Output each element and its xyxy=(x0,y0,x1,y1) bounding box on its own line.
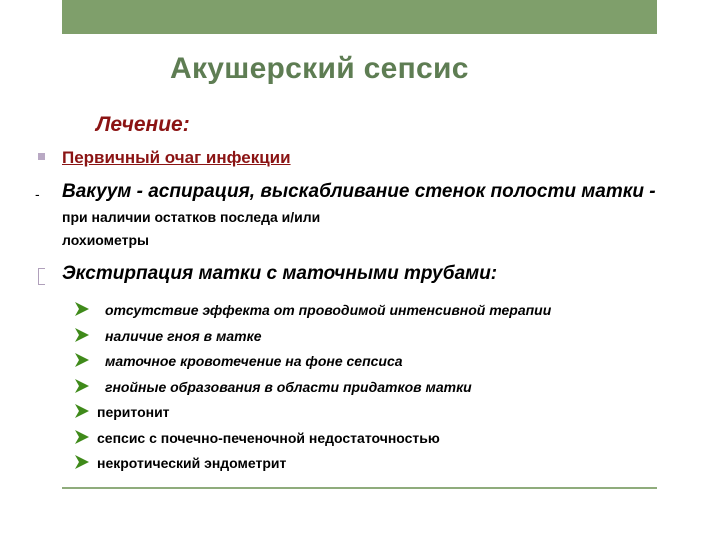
list-item-text: сепсис с почечно-печеночной недостаточностью xyxy=(97,429,440,446)
arrow-bullet-icon xyxy=(75,404,89,418)
list-item-text: перитонит xyxy=(97,404,170,420)
procedure-main-text: Вакуум - аспирация, выскабливание стенок полости матки - xyxy=(62,181,656,202)
list-item-text: отсутствие эффекта от проводимой интенсивной терапии xyxy=(105,302,552,318)
dash-bullet: - xyxy=(35,186,40,202)
top-accent-bar xyxy=(62,0,657,34)
bottom-divider xyxy=(62,487,657,489)
square-bullet-icon xyxy=(38,153,45,160)
list-item-text: гнойные образования в области придатков матки xyxy=(105,378,472,395)
slide-title: Акушерский сепсис xyxy=(170,52,469,85)
procedure-note-text: при наличии остатков последа и/или xyxy=(62,209,321,225)
procedure-paragraph xyxy=(62,180,662,250)
arrow-bullet-icon xyxy=(75,430,89,444)
procedure-note-continuation: лохиометры xyxy=(62,232,149,248)
slide-subtitle: Лечение: xyxy=(96,113,190,136)
extirpation-heading: Экстирпация матки с маточными трубами: xyxy=(62,263,498,284)
outline-bullet-icon xyxy=(38,268,45,285)
list-item-text: маточное кровотечение на фоне сепсиса xyxy=(105,353,403,369)
list-item-text: наличие гноя в матке xyxy=(105,327,262,344)
arrow-bullet-icon xyxy=(75,302,89,316)
arrow-bullet-icon xyxy=(75,455,89,469)
arrow-bullet-icon xyxy=(75,379,89,393)
list-item-text: некротический эндометрит xyxy=(97,455,287,471)
arrow-bullet-icon xyxy=(75,353,89,367)
arrow-bullet-icon xyxy=(75,328,89,342)
primary-focus-heading: Первичный очаг инфекции xyxy=(62,148,291,167)
